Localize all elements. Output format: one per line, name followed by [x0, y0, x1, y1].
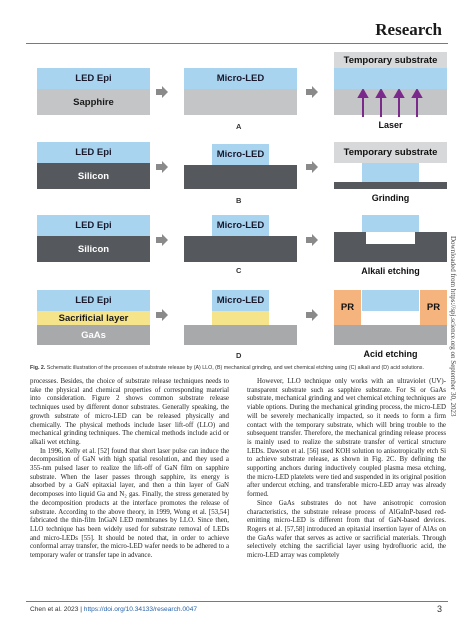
led-epi-layer: LED Epi: [37, 142, 150, 163]
paragraph: Since GaAs substrates do not have anisotropic corrosion characteristics, the substrate release process of AlGaInP-based red-emitting micro-LED is different from that of GaN-based devices. Rogers et al. [57,58] introduced an epitaxial insertion layer of AlAs on the GaAs wafer that serves as active or sacrificial materials. Through selectively etching the sacrificial layer using hydrofluoric acid, the micro-LED array was completely: [247, 499, 446, 560]
arrow-right-icon: [155, 85, 169, 99]
arrow-right-icon: [155, 233, 169, 247]
silicon-base: [334, 244, 447, 262]
arrow-right-icon: [155, 160, 169, 174]
arrow-right-icon: [155, 308, 169, 322]
micro-led-layer: [334, 68, 447, 89]
led-epi-layer: LED Epi: [37, 290, 150, 311]
sapphire-layer: Sapphire: [37, 89, 150, 115]
arrow-right-icon: [305, 160, 319, 174]
micro-led-layer: [362, 163, 419, 182]
side-note: Downloaded from https://spj.science.org on September 30, 2023: [449, 236, 457, 417]
arrow-right-icon: [305, 233, 319, 247]
panel-letter-a: A: [236, 122, 242, 131]
panel-letter-c: C: [236, 266, 242, 275]
paragraph: processes. Besides, the choice of substrate release techniques needs to take the physical and chemical properties of corresponding material into consideration. Figure 2 shows common substrate release techniques used by different donor substrates. Generally speaking, the growth substrate of micro-LED can be released physically and chemically. The physical methods include laser lift-off (LLO) and mechanical grinding techniques. The chemical methods include acid or alkali wet etching.: [30, 378, 229, 446]
paragraph: However, LLO technique only works with an ultraviolet (UV)-transparent substrate such as sapphire substrate. For Si or GaAs substrate, mechanical grinding and wet chemical etching techniques are viable options. During the mechanical grinding process, the micro-LED will be severely mechanically impacted, so it needs to form a firm contact with the temporary substrate, which will bring trouble to the subsequent transfer. Therefore, the mechanical grinding release process is mainly used to realize the substrate transfer of vertical structure LEDs. Dawson et al. [56] used KOH solution to anisotropically etch Si to achieve substrate release, as shown in Fig. 2C. By defining the supporting anchors during inductively coupled plasma mesa etching, the micro-LED platelets were tied and suspended in its original position after undercut etching, and transferable micro-LED array was already formed.: [247, 378, 446, 499]
gaas-layer: GaAs: [37, 325, 150, 345]
doi-link[interactable]: https://doi.org/10.34133/research.0047: [83, 606, 198, 613]
laser-arrows-icon: [355, 89, 425, 119]
micro-led-layer: [362, 290, 419, 311]
sapphire-substrate: [184, 89, 297, 115]
arrow-right-icon: [305, 85, 319, 99]
body-right-column: [247, 378, 446, 561]
page-number: 3: [436, 604, 442, 614]
figure-caption: [30, 365, 440, 372]
photoresist-left: PR: [334, 290, 361, 325]
micro-led-layer: Micro-LED: [212, 144, 269, 165]
grinding-label: Grinding: [371, 193, 410, 203]
paragraph: In 1996, Kelly et al. [52] found that short laser pulse can induce the decomposition of GaN with high spatial resolution, and they used a 355-nm pulsed laser to realize the lift-off of GaN film on sapphire substrate. When the laser passes through sapphire, its energy is absorbed by a GaN epitaxial layer, and then a thin layer of GaN decomposes into liquid Ga and N₂ gas. Finally, the stress generated by the decomposition products at the interface promotes the release of substrate. According to the above theory, in 1999, Wong et al. [53,54] fabricated the thin-film InGaN LED membranes by LLO. Since then, LLO technique has been widely used for substrate removal of LEDs and micro-LEDs [55]. It should be noted that, in order to achieve conformal array transfer, the micro-LED wafer needs to be adhered to a temporary wafer or transfer tape in advance.: [30, 447, 229, 560]
caption-label: Fig. 2.: [30, 365, 46, 371]
footer-rule: [26, 601, 448, 602]
panel-letter-b: B: [236, 196, 242, 205]
micro-led-layer: [362, 215, 419, 232]
laser-label: Laser: [378, 120, 403, 130]
header-rule: [26, 43, 448, 44]
micro-led-layer: Micro-LED: [212, 290, 269, 311]
body-left-column: [30, 378, 229, 561]
silicon-substrate: [184, 165, 297, 189]
micro-led-layer: Micro-LED: [212, 215, 269, 236]
sacrificial-layer: [212, 311, 269, 325]
silicon-layer: Silicon: [37, 236, 150, 262]
gaas-substrate: [184, 325, 297, 345]
footer-citation: Chen et al. 2023 | https://doi.org/10.34133/research.0047: [30, 606, 198, 613]
sacrificial-layer: Sacrificial layer: [37, 311, 150, 325]
temporary-substrate: Temporary substrate: [334, 142, 447, 163]
led-epi-layer: LED Epi: [37, 215, 150, 236]
silicon-thinned: [334, 182, 447, 189]
alkali-etching-label: Alkali etching: [361, 266, 420, 276]
acid-etching-label: Acid etching: [363, 349, 418, 359]
led-epi-layer: LED Epi: [37, 68, 150, 89]
journal-title: Research: [375, 20, 442, 39]
micro-led-layer: Micro-LED: [184, 68, 297, 89]
silicon-layer: Silicon: [37, 163, 150, 189]
photoresist-right: PR: [420, 290, 447, 325]
caption-text: Schematic illustration of the processes of substrate release by (A) LLO, (B) mechanical grinding, and wet chemical etching using (C) alkali and (D) acid solutions.: [45, 365, 424, 371]
silicon-substrate: [184, 236, 297, 262]
arrow-right-icon: [305, 308, 319, 322]
panel-letter-d: D: [236, 351, 242, 360]
gaas-substrate: [334, 325, 447, 345]
temporary-substrate: Temporary substrate: [334, 52, 447, 68]
